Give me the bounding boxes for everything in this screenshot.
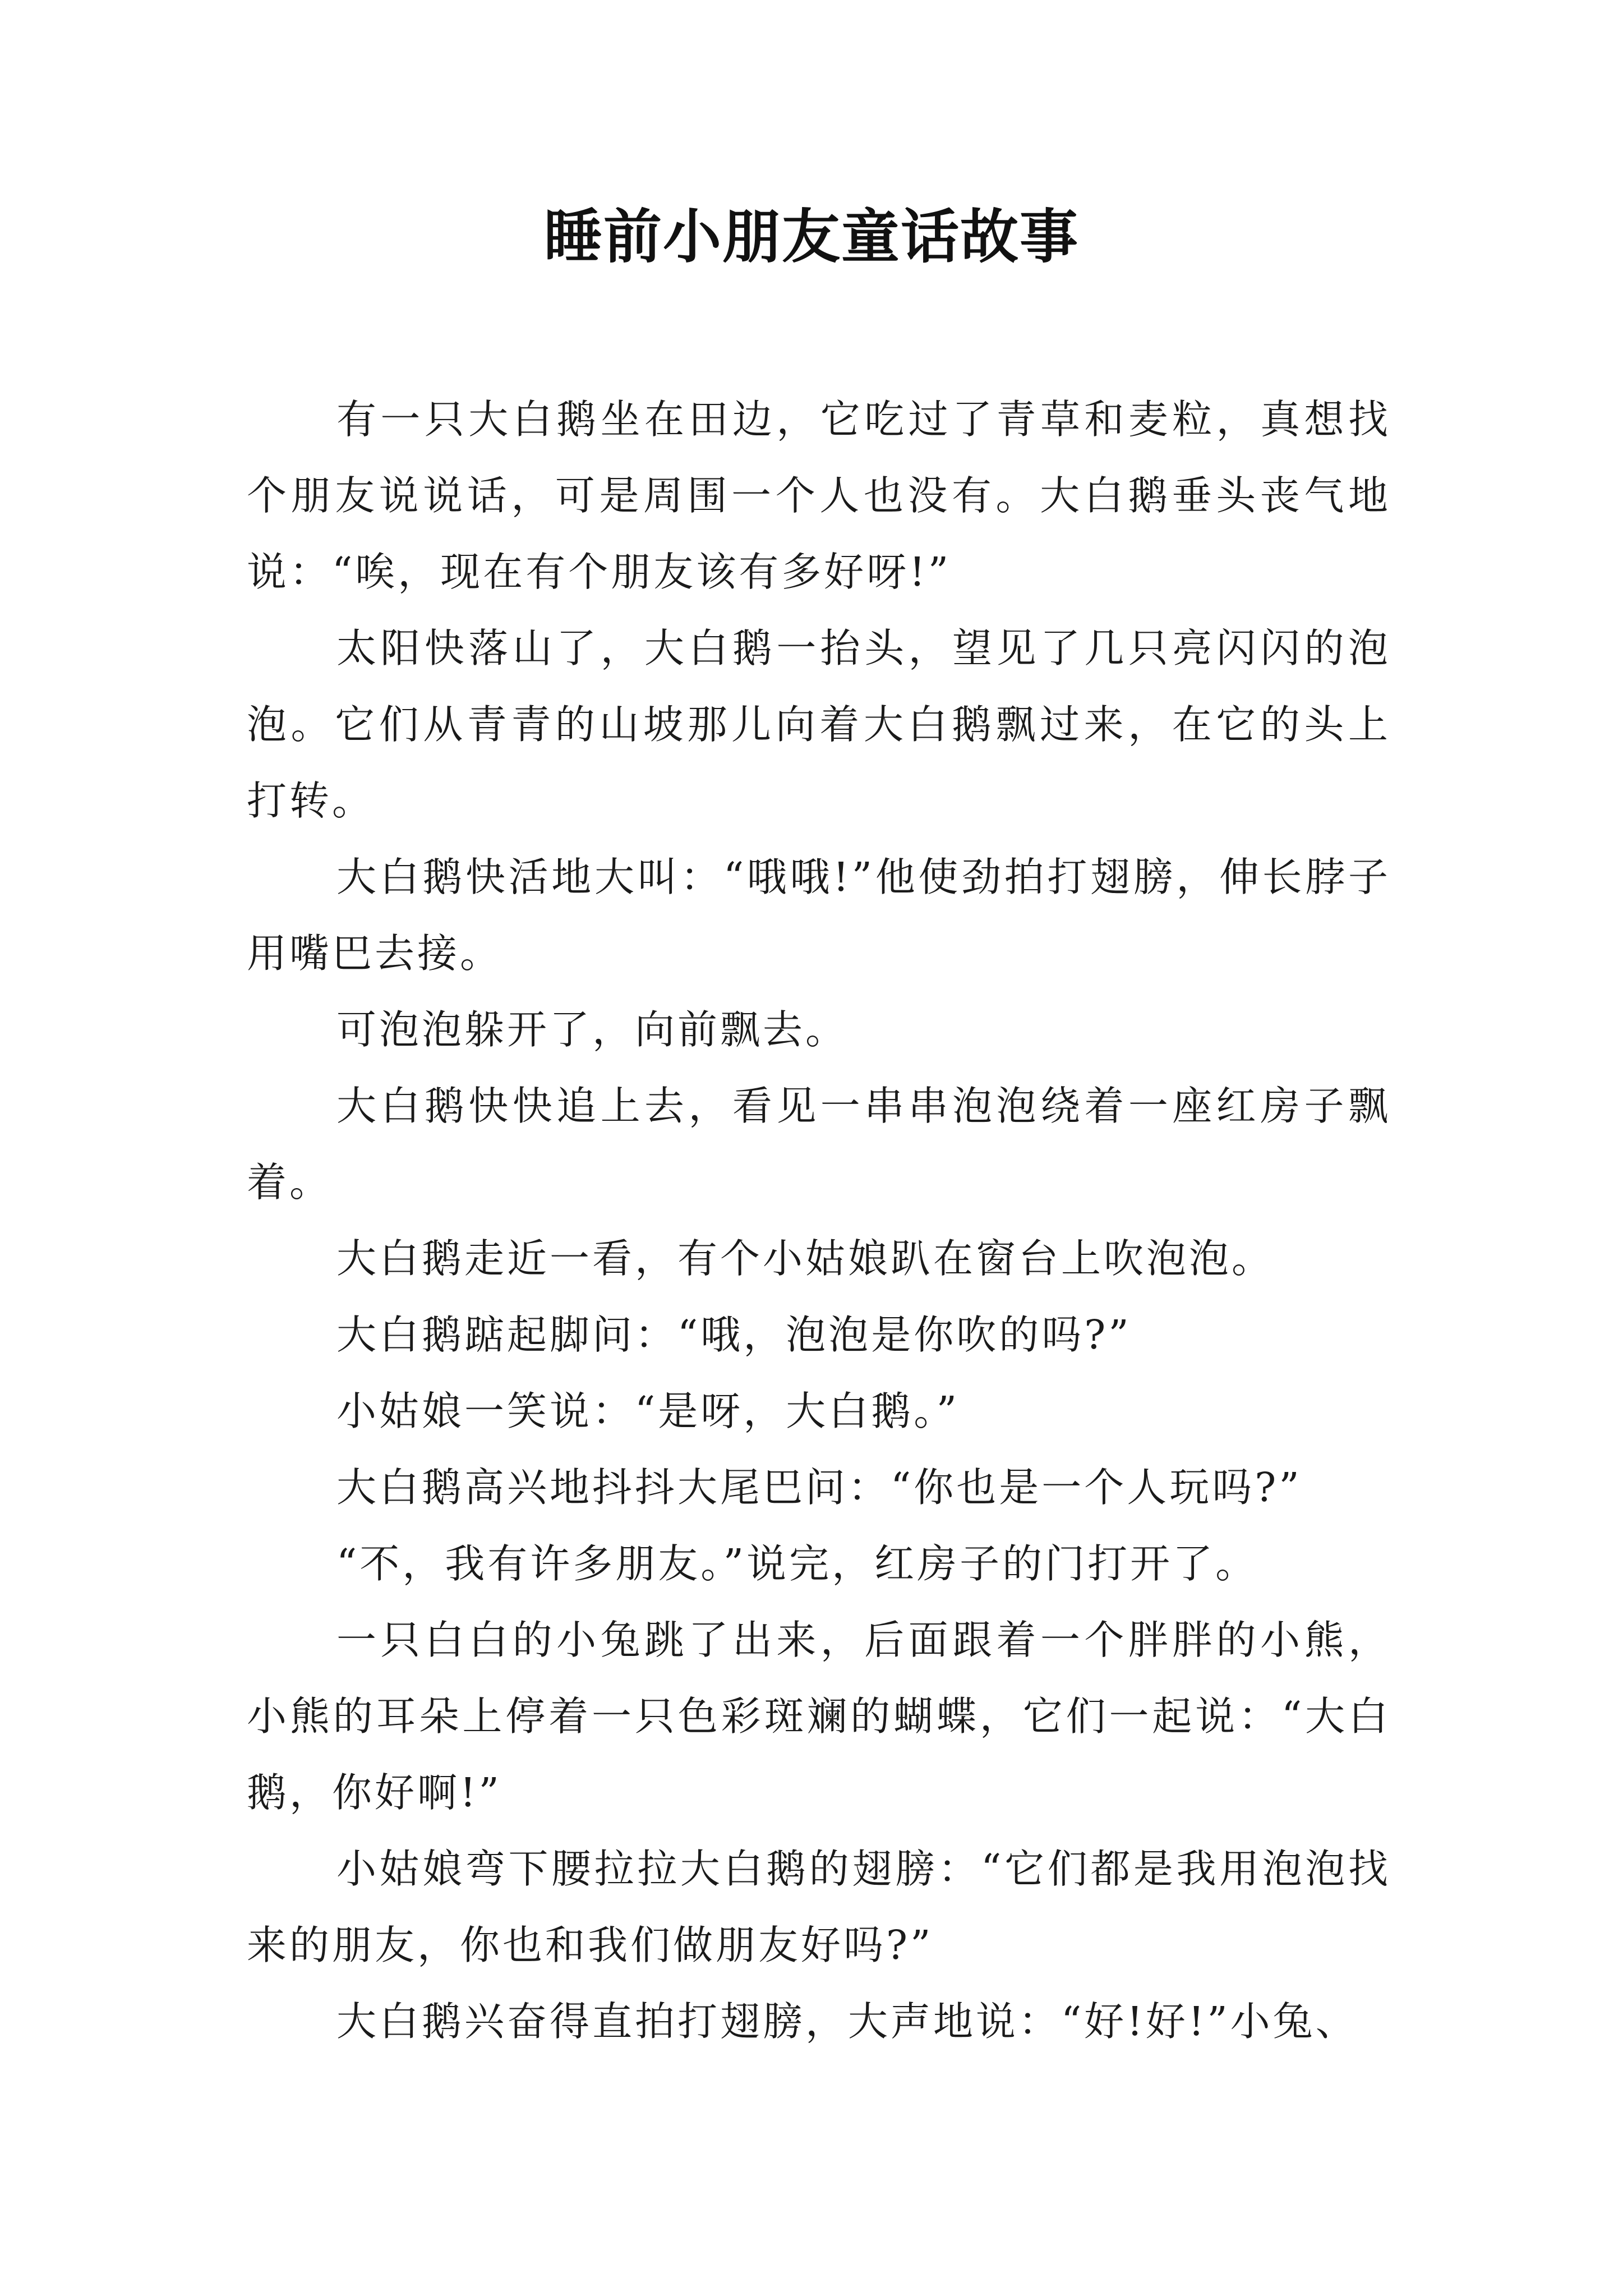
paragraph-3: 大白鹅快活地大叫：“哦哦!”他使劲拍打翅膀，伸长脖子用嘴巴去接。 xyxy=(247,854,1391,977)
paragraph-2: 太阳快落山了，大白鹅一抬头，望见了几只亮闪闪的泡泡。它们从青青的山坡那儿向着大白鹅飘过来，在它的头上打转。 xyxy=(247,625,1391,824)
paragraph-5: 大白鹅快快追上去，看见一串串泡泡绕着一座红房子飘着。 xyxy=(247,1083,1391,1205)
paragraph-12: 小姑娘弯下腰拉拉大白鹅的翅膀：“它们都是我用泡泡找来的朋友，你也和我们做朋友好吗?” xyxy=(247,1846,1391,1968)
paragraph-6: 大白鹅走近一看，有个小姑娘趴在窗台上吹泡泡。 xyxy=(336,1235,1275,1282)
paragraph-7: 大白鹅踮起脚问：“哦，泡泡是你吹的吗?” xyxy=(336,1312,1132,1358)
paragraph-8: 小姑娘一笑说：“是呀，大白鹅。” xyxy=(336,1388,960,1434)
paragraph-10: “不，我有许多朋友。”说完，红房子的门打开了。 xyxy=(336,1540,1258,1587)
paragraph-13: 大白鹅兴奋得直拍打翅膀，大声地说：“好!好!”小兔、 xyxy=(336,1998,1358,2045)
paragraph-11: 一只白白的小兔跳了出来，后面跟着一个胖胖的小熊，小熊的耳朵上停着一只色彩斑斓的蝴蝶，它们一起说：“大白鹅，你好啊!” xyxy=(247,1617,1391,1816)
paragraph-4: 可泡泡躲开了，向前飘去。 xyxy=(336,1006,849,1053)
paragraph-9: 大白鹅高兴地抖抖大尾巴问：“你也是一个人玩吗?” xyxy=(336,1464,1302,1511)
document-title: 睡前小朋友童话故事 xyxy=(543,202,1079,271)
paragraph-1: 有一只大白鹅坐在田边，它吃过了青草和麦粒，真想找个朋友说说话，可是周围一个人也没有。大白鹅垂头丧气地说：“唉，现在有个朋友该有多好呀!” xyxy=(247,396,1391,595)
story-body xyxy=(247,381,1391,2060)
